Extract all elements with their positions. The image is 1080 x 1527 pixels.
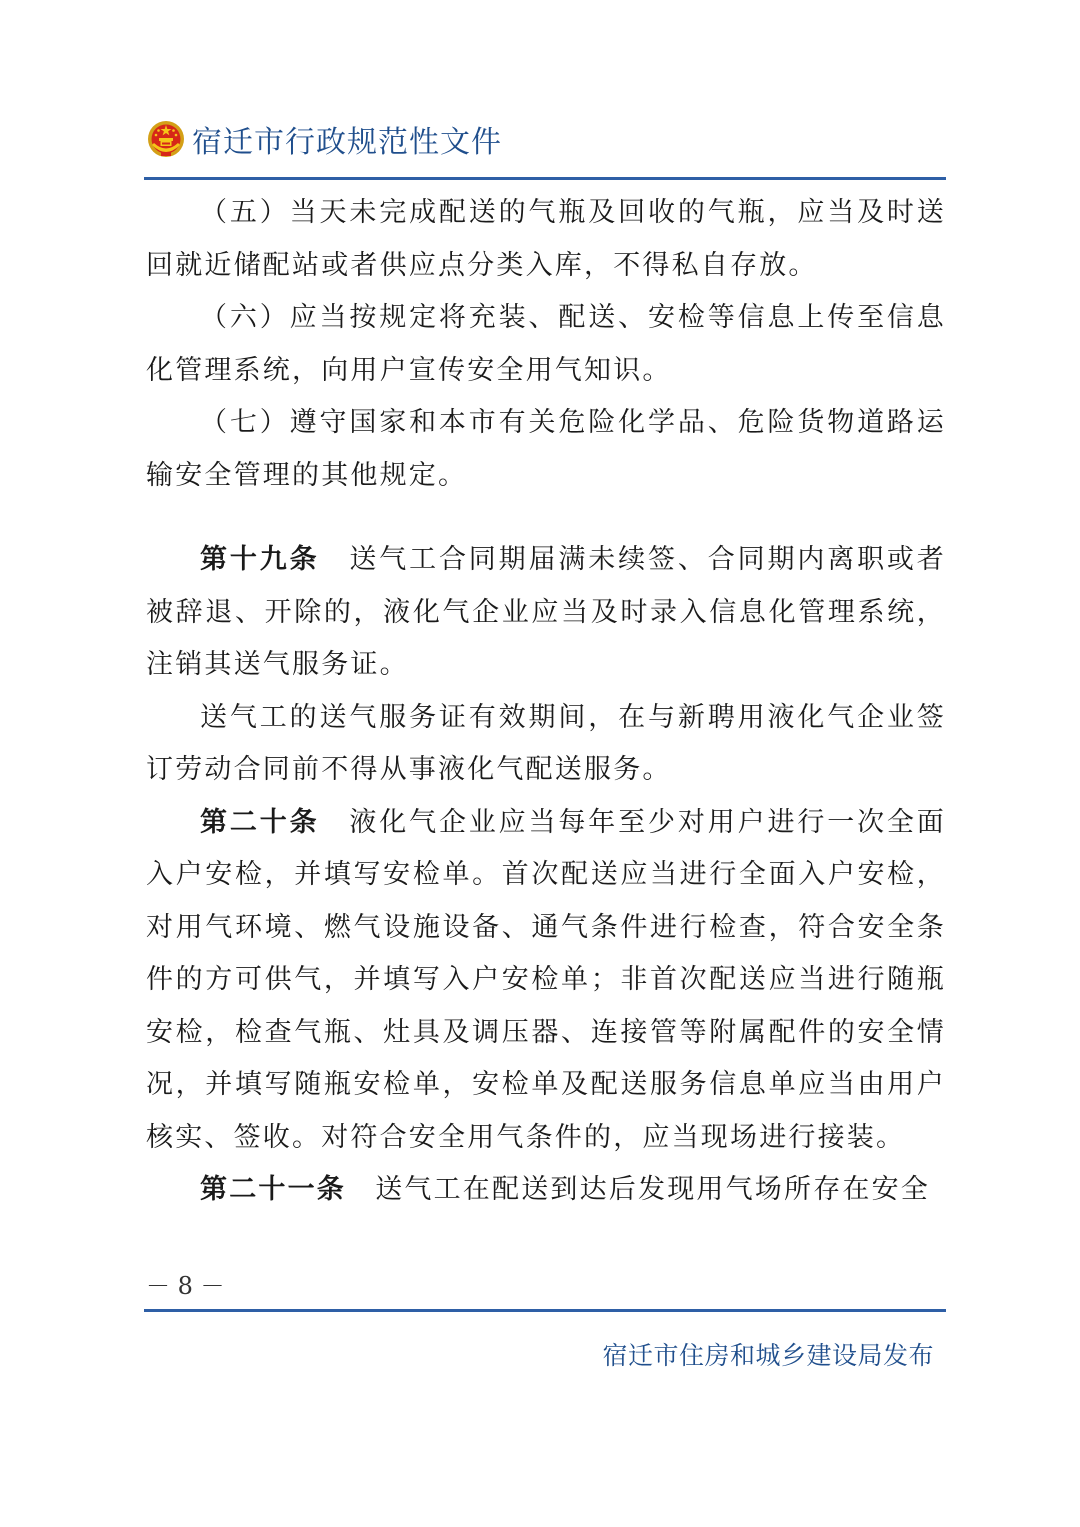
paragraph-item-7	[146, 397, 946, 502]
paragraph-spacer	[146, 502, 946, 534]
article-heading: 第二十一条	[200, 1174, 346, 1205]
paragraph-text: （七）遵守国家和本市有关危险化学品、危险货物道路运输安全管理的其他规定。	[146, 407, 946, 491]
article-heading: 第十九条	[200, 544, 320, 575]
national-emblem-icon	[146, 119, 186, 159]
article-19-clause-2	[146, 692, 946, 797]
paragraph-item-6	[146, 292, 946, 397]
paragraph-text: （六）应当按规定将充装、配送、安检等信息上传至信息化管理系统，向用户宣传安全用气知识。	[146, 302, 946, 386]
article-20	[146, 797, 946, 1165]
article-text: 送气工在配送到达后发现用气场所存在安全	[375, 1174, 931, 1205]
page-number: － 8 －	[146, 1272, 225, 1300]
document-header	[146, 114, 502, 164]
article-21	[146, 1164, 946, 1217]
footer-divider	[144, 1309, 946, 1312]
header-title: 宿迁市行政规范性文件	[192, 125, 502, 160]
article-text: 送气工合同期届满未续签、合同期内离职或者被辞退、开除的，液化气企业应当及时录入信息化管理系统，注销其送气服务证。	[146, 544, 946, 680]
header-divider	[144, 177, 946, 180]
paragraph-text: 送气工的送气服务证有效期间，在与新聘用液化气企业签订劳动合同前不得从事液化气配送服务。	[146, 701, 946, 785]
article-heading: 第二十条	[200, 806, 320, 838]
article-text: 液化气企业应当每年至少对用户进行一次全面入户安检，并填写安检单。首次配送应当进行全面入户安检，对用气环境、燃气设施设备、通气条件进行检查，符合安全条件的方可供气，并填写入户安检单；非首次配送应当进行随瓶安检，检查气瓶、灶具及调压器、连接管等附属配件的安全情况，并填写随瓶安检单，安检单及配送服务信息单应当由用户核实、签收。对符合安全用气条件的，应当现场进行接装。	[146, 806, 946, 1153]
document-body	[146, 187, 946, 1217]
article-19	[146, 534, 946, 692]
paragraph-item-5	[146, 187, 946, 292]
footer-publisher: 宿迁市住房和城乡建设局发布	[602, 1341, 934, 1370]
paragraph-text: （五）当天未完成配送的气瓶及回收的气瓶，应当及时送回就近储配站或者供应点分类入库，不得私自存放。	[146, 197, 946, 281]
